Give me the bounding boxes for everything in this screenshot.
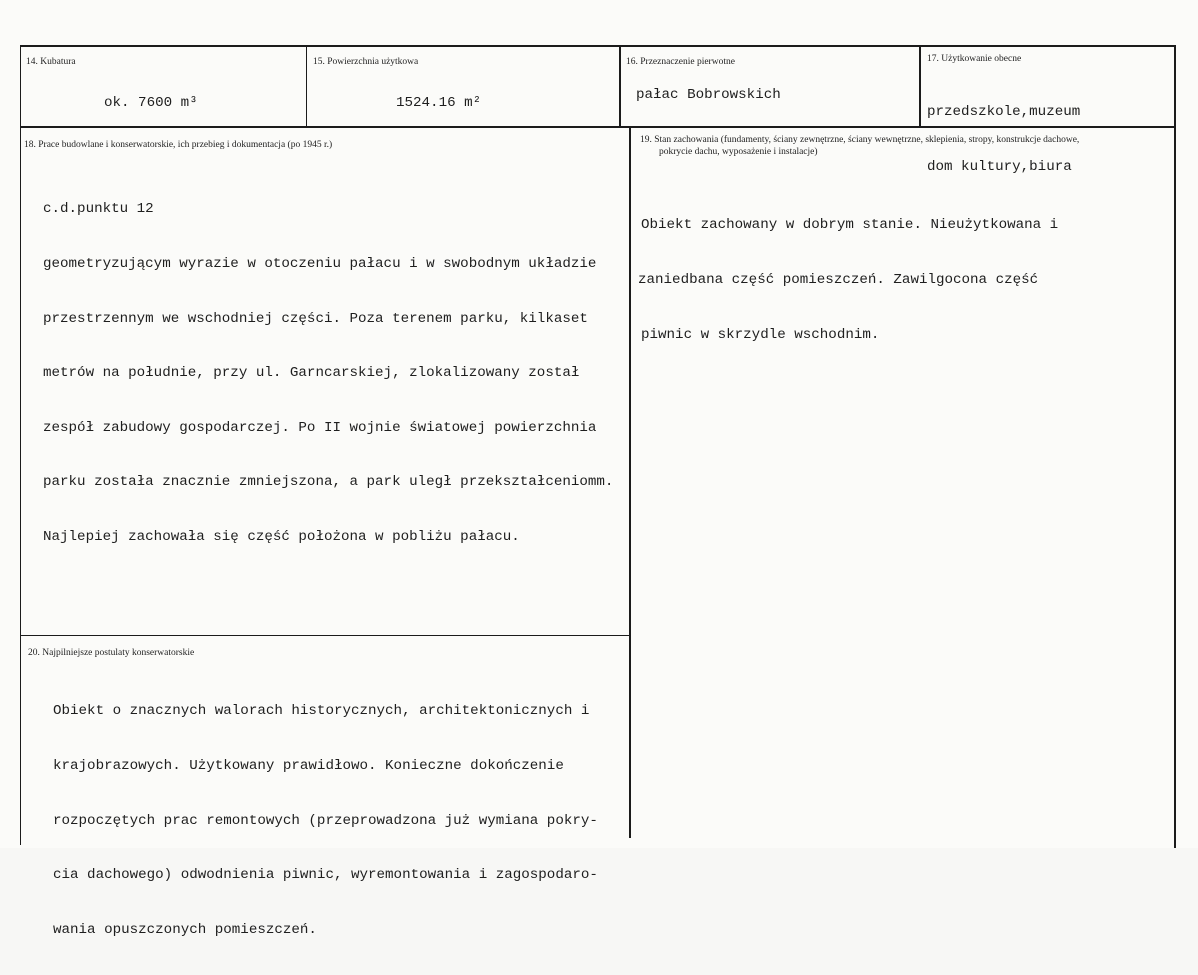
field-18-line: c.d.punktu 12 [43,201,154,218]
field-20-line: wania opuszczonych pomieszczeń. [53,921,317,938]
field-18-line: parku została znacznie zmniejszona, a park uległ przekształceniomm. [43,474,614,491]
field-18-line: metrów na południe, przy ul. Garncarskiej, zlokalizowany został [43,365,580,382]
field-19-label [640,134,1079,158]
field-17-line: przedszkole,muzeum [927,104,1081,121]
field-18-line: Najlepiej zachowała się część położona w pobliżu pałacu. [43,529,520,546]
field-19-line: piwnic w skrzydle wschodnim. [641,326,880,343]
field-20-line: rozpoczętych prac remontowych (przeprowadzona już wymiana pokry- [53,812,598,829]
field-17-label: 17. Użytkowanie obecne [927,54,1022,64]
field-14-value: ok. 7600 m³ [104,95,198,111]
field-19-label-line: 19. Stan zachowania (fundamenty, ściany zewnętrzne, ściany wewnętrzne, sklepienia, stropy, konstrukcje dachowe, [640,135,1080,145]
divider-16-17 [919,45,921,127]
right-border [1174,45,1176,848]
field-20-line: Obiekt o znacznych walorach historycznych, architektonicznych i [53,703,590,720]
field-14-label: 14. Kubatura [26,57,76,67]
field-18-label: 18. Prace budowlane i konserwatorskie, ich przebieg i dokumentacja (po 1945 r.) [24,140,333,150]
field-16-label: 16. Przeznaczenie pierwotne [626,57,735,67]
divider-14-15 [306,45,307,127]
field-20-line: krajobrazowych. Użytkowany prawidłowo. Konieczne dokończenie [53,758,564,775]
field-18-line: geometryzującym wyrazie w otoczeniu pałacu i w swobodnym układzie [43,256,597,273]
field-20-text [53,666,598,975]
left-border-top [20,45,21,845]
field-17-line: dom kultury,biura [927,159,1072,176]
field-18-line: zespół zabudowy gospodarczej. Po II wojnie światowej powierzchnia [43,419,597,436]
field-16-value: pałac Bobrowskich [636,87,781,103]
field-19-line: zaniedbana część pomieszczeń. Zawilgocona część [638,272,1039,289]
field-19-label-line: pokrycie dachu, wyposażenie i instalacje) [659,147,818,157]
field-20-line: cia dachowego) odwodnienia piwnic, wyremontowania i zagospodaro- [53,867,598,884]
top-border [20,45,1176,47]
divider-15-16 [619,45,621,127]
divider-18-20 [20,635,630,636]
field-20-label: 20. Najpilniejsze postulaty konserwatorskie [28,648,195,658]
field-18-line: przestrzennym we wschodniej części. Poza terenem parku, kilkaset [43,310,588,327]
field-15-label: 15. Powierzchnia użytkowa [313,57,419,67]
field-19-text [638,180,1059,380]
divider-18-19 [629,126,631,838]
field-18-text [43,164,613,583]
field-19-line: Obiekt zachowany w dobrym stanie. Nieużytkowana i [641,217,1059,234]
field-15-value: 1524.16 m² [396,95,482,111]
